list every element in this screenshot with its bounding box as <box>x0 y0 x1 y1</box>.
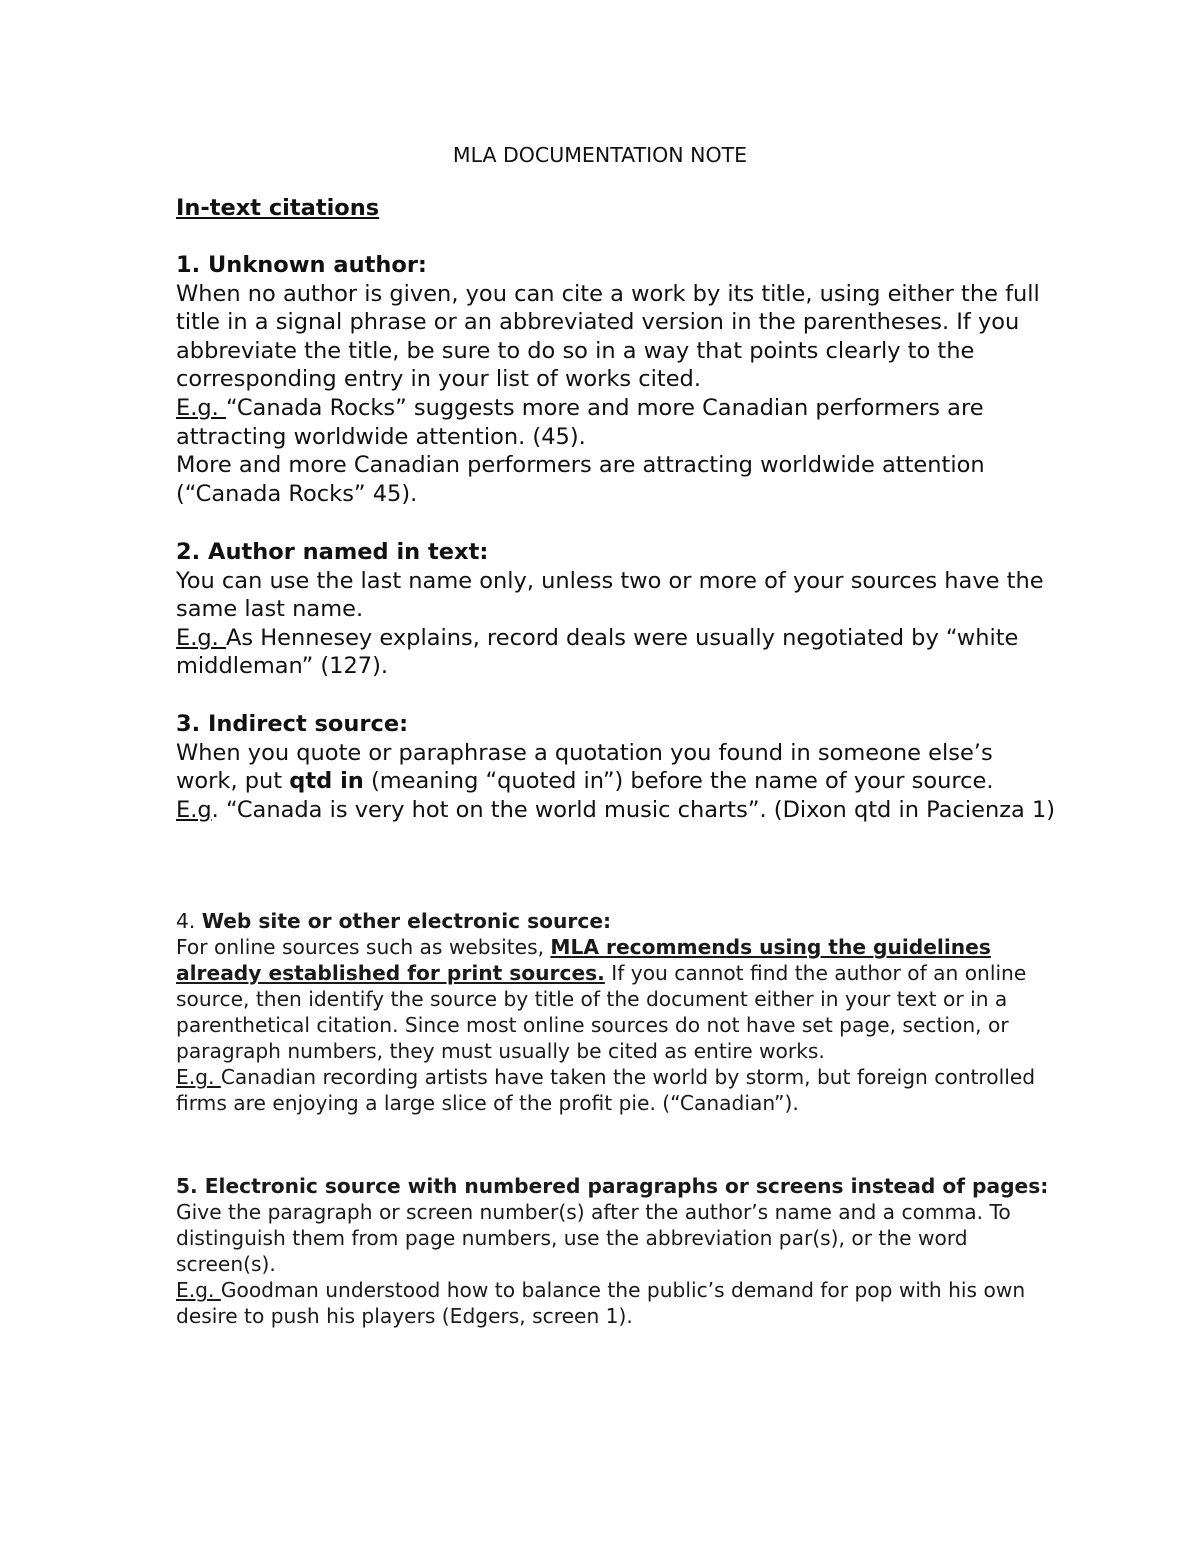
section-4-body <box>176 934 1056 1064</box>
example-text: . “Canada is very hot on the world music charts”. (Dixon qtd in Pacienza 1) <box>211 796 1056 823</box>
section-3-body <box>176 739 1056 796</box>
example-label: E.g. <box>176 394 226 421</box>
example-text: As Hennesey explains, record deals were usually negotiated by “white middleman” (127). <box>176 624 1019 680</box>
body-text: If you cannot find the author of an online source, then identify the source by title of the document either in your text or in a parenthetical citation. Since most online sources do not have set page, section, or paragraph numbers, they must usually be cited as entire works. <box>176 961 1027 1063</box>
section-3-example <box>176 796 1056 825</box>
heading-text: Web site or other electronic source: <box>201 909 612 933</box>
section-5-example <box>176 1277 1056 1329</box>
example-label: E.g. <box>176 1278 221 1302</box>
subtitle-in-text-citations: In-text citations <box>176 195 380 221</box>
example-text: “Canada Rocks” suggests more and more Canadian performers are attracting worldwide attention. (45). <box>176 394 984 450</box>
body-text: For online sources such as websites, <box>176 935 551 959</box>
example-label: E.g <box>176 796 212 823</box>
section-web-site <box>176 908 1056 1116</box>
heading-number: 4. <box>176 909 202 933</box>
body-text: (meaning “quoted in”) before the name of your source. <box>363 768 994 795</box>
section-2-heading: 2. Author named in text: <box>176 539 489 565</box>
section-1-example-2: More and more Canadian performers are attracting worldwide attention (“Canada Rocks” 45). <box>176 452 985 507</box>
section-2-body: You can use the last name only, unless two or more of your sources have the same last name. <box>176 567 1044 623</box>
section-unknown-author <box>176 251 1056 508</box>
section-numbered-paragraphs <box>176 1173 1056 1329</box>
example-text: Goodman understood how to balance the public’s demand for pop with his own desire to push his players (Edgers, screen 1). <box>176 1278 1026 1328</box>
qtd-in-term: qtd in <box>289 768 364 795</box>
section-author-named <box>176 538 1056 681</box>
section-5-body: Give the paragraph or screen number(s) after the author’s name and a comma. To distinguish them from page numbers, use the abbreviation par(s), or the word screen(s). <box>176 1200 1011 1276</box>
mla-recommendation: MLA recommends using the guidelines already established for print sources. <box>176 935 991 985</box>
document-title: MLA DOCUMENTATION NOTE <box>452 143 748 167</box>
section-3-heading: 3. Indirect source: <box>176 711 409 737</box>
section-5-heading: 5. Electronic source with numbered paragraphs or screens instead of pages: <box>176 1174 1049 1198</box>
section-indirect-source <box>176 710 1056 824</box>
example-label: E.g. <box>176 624 226 651</box>
section-2-example <box>176 624 1056 681</box>
body-text: When you quote or paraphrase a quotation you found in someone else’s work, put <box>176 739 993 795</box>
example-text: Canadian recording artists have taken the world by storm, but foreign controlled firms are enjoying a large slice of the profit pie. (“Canadian”). <box>176 1065 1036 1115</box>
section-1-body: When no author is given, you can cite a work by its title, using either the full title in a signal phrase or an abbreviated version in the parentheses. If you abbreviate the title, be sure to do so in a way that points clearly to the corresponding entry in your list of works cited. <box>176 280 1040 393</box>
section-4-heading <box>176 908 1056 934</box>
section-4-example <box>176 1064 1056 1116</box>
section-1-example <box>176 394 1056 451</box>
subtitle-block <box>176 194 1056 223</box>
example-label: E.g. <box>176 1065 221 1089</box>
section-1-heading: 1. Unknown author: <box>176 252 427 278</box>
